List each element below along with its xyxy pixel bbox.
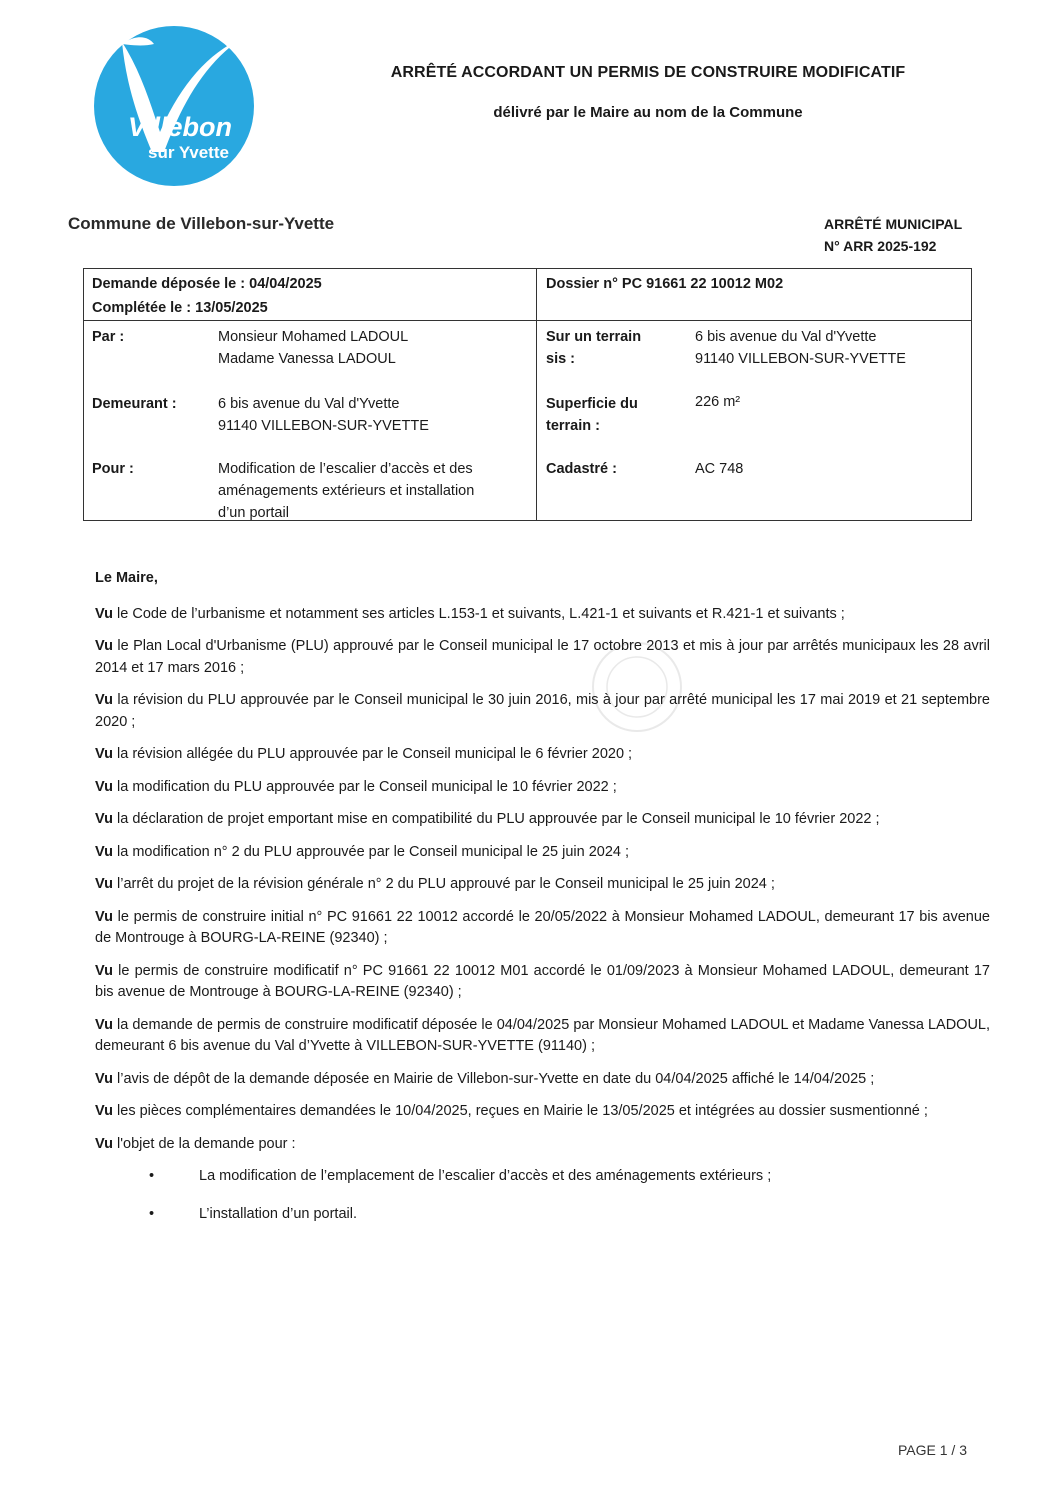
considerant-paragraph bbox=[95, 1069, 990, 1091]
considerant-paragraph bbox=[95, 907, 990, 950]
considerant-text: le Plan Local d'Urbanisme (PLU) approuvé par le Conseil municipal le 17 octobre 2013 et mis à jour par arrêtés municipaux les 28 avril 2014 et 17 mars 2016 ; bbox=[95, 638, 990, 676]
considerant-text: la modification du PLU approuvée par le Conseil municipal le 10 février 2022 ; bbox=[117, 778, 617, 795]
demeurant-label: Demeurant : bbox=[92, 396, 177, 412]
considerant-text: la révision du PLU approuvée par le Conseil municipal le 30 juin 2016, mis à jour par arrêté municipal les 17 mai 2019 et 21 septembre 2020 ; bbox=[95, 692, 990, 730]
considerant-text: l’avis de dépôt de la demande déposée en Mairie de Villebon-sur-Yvette en date du 04/04/2025 affiché le 14/04/2025 ; bbox=[117, 1070, 875, 1087]
pour-line1: Modification de l’escalier d’accès et des bbox=[218, 461, 473, 477]
considerant-paragraph bbox=[95, 604, 990, 626]
page-number: PAGE 1 / 3 bbox=[898, 1442, 967, 1458]
considerant-text: le Code de l’urbanisme et notamment ses articles L.153-1 et suivants, L.421-1 et suivants et R.421-1 et suivants ; bbox=[117, 605, 845, 622]
considerants-list bbox=[95, 604, 990, 1156]
vu-keyword: Vu bbox=[95, 746, 113, 762]
terrain-line2: 91140 VILLEBON-SUR-YVETTE bbox=[695, 351, 906, 367]
pour-label: Pour : bbox=[92, 461, 134, 477]
pour-line3: d’un portail bbox=[218, 505, 289, 521]
vu-keyword: Vu bbox=[95, 778, 113, 795]
list-item: • L’installation d’un portail. bbox=[149, 1205, 357, 1222]
considerant-text: les pièces complémentaires demandées le 10/04/2025, reçues en Mairie le 13/05/2025 et intégrées au dossier susmentionné ; bbox=[117, 1103, 928, 1119]
list-item: • La modification de l’emplacement de l’escalier d’accès et des aménagements extérieurs ; bbox=[149, 1168, 772, 1184]
considerant-paragraph bbox=[95, 961, 990, 1004]
superficie-value: 226 m² bbox=[695, 394, 741, 410]
pour-line2: aménagements extérieurs et installation bbox=[218, 483, 475, 499]
considerant-paragraph bbox=[95, 809, 990, 831]
considerant-text: la modification n° 2 du PLU approuvée par le Conseil municipal le 25 juin 2024 ; bbox=[117, 843, 630, 860]
par-label: Par : bbox=[92, 329, 125, 345]
considerant-text: la déclaration de projet emportant mise en compatibilité du PLU approuvée par le Conseil municipal le 10 février 2022 ; bbox=[117, 811, 880, 827]
considerant-paragraph bbox=[95, 1101, 990, 1123]
considerant-paragraph bbox=[95, 777, 990, 799]
logo-text-line2: sur Yvette bbox=[148, 143, 229, 162]
vu-keyword: Vu bbox=[95, 908, 113, 925]
objet-item-1: La modification de l’emplacement de l’escalier d’accès et des aménagements extérieurs ; bbox=[199, 1168, 772, 1184]
par-line1: Monsieur Mohamed LADOUL bbox=[218, 329, 409, 345]
arrete-body bbox=[95, 568, 990, 1241]
considerant-paragraph bbox=[95, 1134, 990, 1156]
vu-keyword: Vu bbox=[95, 876, 113, 892]
vu-keyword: Vu bbox=[95, 962, 113, 979]
considerant-paragraph bbox=[95, 636, 990, 679]
cadastre-label: Cadastré : bbox=[546, 461, 617, 477]
arrete-label: ARRÊTÉ MUNICIPAL bbox=[824, 216, 963, 232]
dossier-info-table bbox=[83, 268, 972, 521]
terrain-line1: 6 bis avenue du Val d'Yvette bbox=[695, 329, 877, 345]
arrete-number: N° ARR 2025-192 bbox=[824, 238, 937, 254]
vu-keyword: Vu bbox=[95, 692, 113, 708]
considerant-paragraph bbox=[95, 744, 990, 766]
demande-date: Demande déposée le : 04/04/2025 bbox=[92, 276, 322, 292]
demeurant-line1: 6 bis avenue du Val d'Yvette bbox=[218, 396, 400, 412]
logo-text-line1: Villebon bbox=[128, 112, 233, 142]
document-subtitle: délivré par le Maire au nom de la Commune bbox=[493, 104, 803, 121]
considerant-text: le permis de construire modificatif n° PC 91661 22 10012 M01 accordé le 01/09/2023 à Monsieur Mohamed LADOUL, demeurant 17 bis avenue de Montrouge à BOURG-LA-REINE (92340) ; bbox=[95, 962, 990, 1000]
objet-item-2: L’installation d’un portail. bbox=[199, 1205, 357, 1222]
objet-list bbox=[95, 1166, 990, 1225]
vu-keyword: Vu bbox=[95, 1135, 113, 1152]
dossier-number: Dossier n° PC 91661 22 10012 M02 bbox=[546, 276, 784, 292]
vu-keyword: Vu bbox=[95, 605, 113, 622]
superficie-label-2: terrain : bbox=[546, 418, 600, 434]
par-line2: Madame Vanessa LADOUL bbox=[218, 351, 396, 367]
considerant-paragraph bbox=[95, 874, 990, 896]
considerant-text: l'objet de la demande pour : bbox=[117, 1135, 296, 1152]
document-title: ARRÊTÉ ACCORDANT UN PERMIS DE CONSTRUIRE MODIFICATIF bbox=[390, 64, 906, 81]
cadastre-value: AC 748 bbox=[695, 461, 744, 477]
vu-keyword: Vu bbox=[95, 1103, 113, 1119]
considerant-paragraph bbox=[95, 842, 990, 864]
commune-name: Commune de Villebon-sur-Yvette bbox=[68, 214, 335, 233]
vu-keyword: Vu bbox=[95, 1070, 113, 1087]
vu-keyword: Vu bbox=[95, 843, 113, 860]
terrain-label-2: sis : bbox=[546, 351, 576, 367]
vu-keyword: Vu bbox=[95, 638, 113, 654]
vu-keyword: Vu bbox=[95, 1016, 113, 1033]
vu-keyword: Vu bbox=[95, 811, 113, 827]
considerant-paragraph bbox=[95, 1015, 990, 1058]
villebon-logo bbox=[92, 24, 256, 188]
considerant-text: l’arrêt du projet de la révision générale n° 2 du PLU approuvé par le Conseil municipal le 25 juin 2024 ; bbox=[117, 876, 775, 892]
terrain-label-1: Sur un terrain bbox=[546, 329, 642, 345]
demeurant-line2: 91140 VILLEBON-SUR-YVETTE bbox=[218, 418, 429, 434]
considerant-text: la révision allégée du PLU approuvée par le Conseil municipal le 6 février 2020 ; bbox=[117, 746, 633, 762]
completee-date: Complétée le : 13/05/2025 bbox=[92, 300, 268, 316]
superficie-label-1: Superficie du bbox=[546, 396, 638, 412]
le-maire-intro: Le Maire, bbox=[95, 570, 158, 586]
considerant-text: le permis de construire initial n° PC 91661 22 10012 accordé le 20/05/2022 à Monsieur Mohamed LADOUL, demeurant 17 bis avenue de Montrouge à BOURG-LA-REINE (92340) ; bbox=[95, 908, 990, 946]
considerant-text: la demande de permis de construire modificatif déposée le 04/04/2025 par Monsieur Mohamed LADOUL et Madame Vanessa LADOUL, demeurant 6 bis avenue du Val d’Yvette à VILLEBON-SUR-YVETTE (91140) ; bbox=[95, 1016, 991, 1054]
considerant-paragraph bbox=[95, 690, 990, 733]
